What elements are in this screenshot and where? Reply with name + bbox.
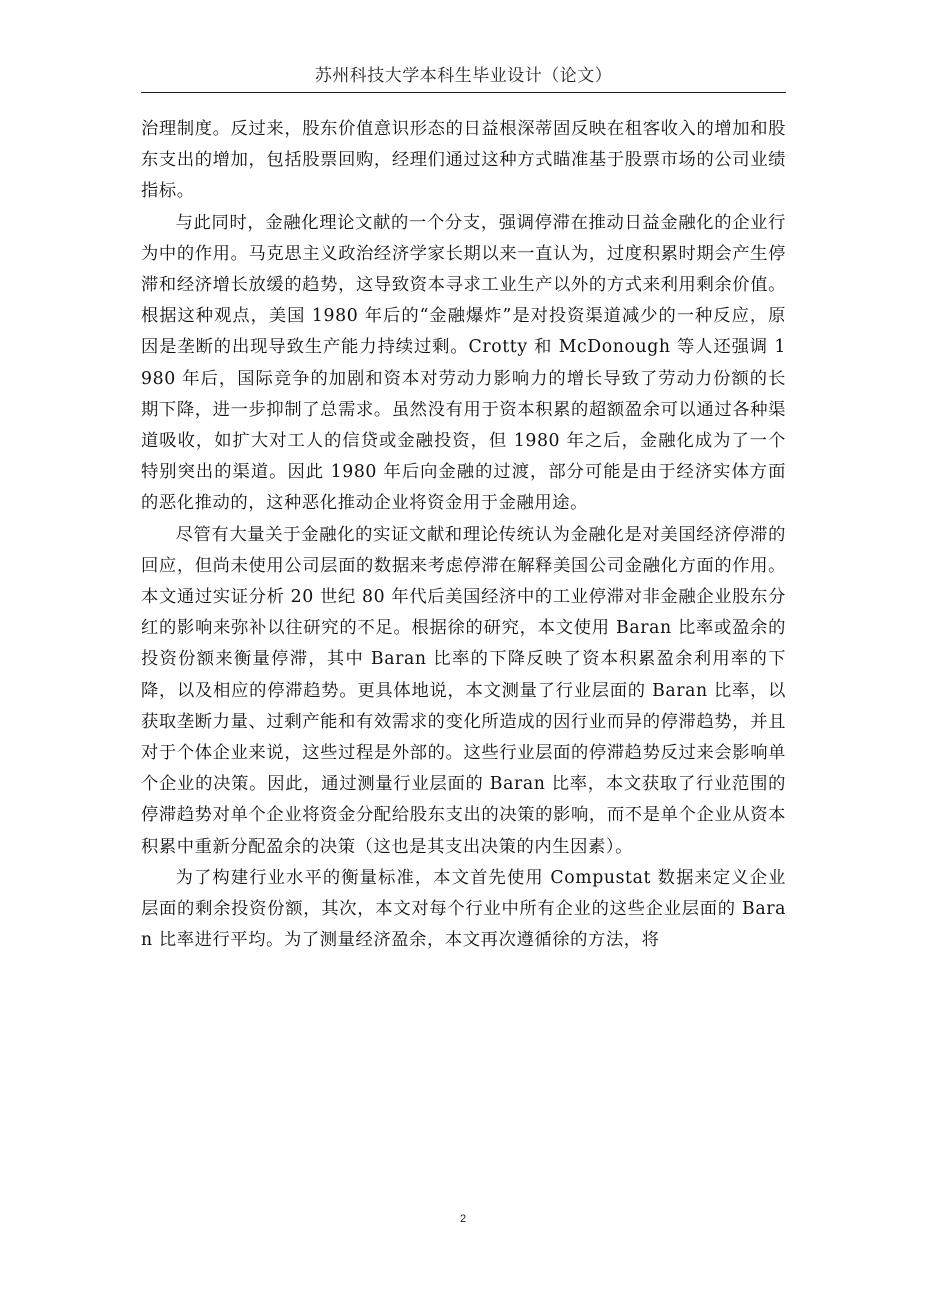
paragraph-research-gap: 尽管有大量关于金融化的实证文献和理论传统认为金融化是对美国经济停滞的回应，但尚未使用公司层面的数据来考虑停滞在解释美国公司金融化方面的作用。本文通过实证分析 20 世纪 80 年代后美国经济中的工业停滞对非金融企业股东分红的影响来弥补以往研究的不足。根据徐的研究，本文使用 Baran 比率或盈余的投资份额来衡量停滞，其中 Baran 比率的下降反映了资本积累盈余利用率的下降，以及相应的停滞趋势。更具体地说，本文测量了行业层面的 Baran 比率，以获取垄断力量、过剩产能和有效需求的变化所造成的因行业而异的停滞趋势，并且对于个体企业来说，这些过程是外部的。这些行业层面的停滞趋势反过来会影响单个企业的决策。因此，通过测量行业层面的 Baran 比率，本文获取了行业范围的停滞趋势对单个企业将资金分配给股东支出的决策的影响，而不是单个企业从资本积累中重新分配盈余的决策（这也是其支出决策的内生因素）。 xyxy=(141,524,786,857)
page-number: 2 xyxy=(459,1213,467,1225)
paragraph-measurement: 为了构建行业水平的衡量标准，本文首先使用 Compustat 数据来定义企业层面的剩余投资份额，其次，本文对每个行业中所有企业的这些企业层面的 Baran 比率进行平均。为了测量经济盈余，本文再次遵循徐的方法，将 xyxy=(141,867,786,951)
page-header: 苏州科技大学本科生毕业设计（论文） xyxy=(141,64,786,93)
paragraph-continuation: 治理制度。反过来，股东价值意识形态的日益根深蒂固反映在租客收入的增加和股东支出的增加，包括股票回购，经理们通过这种方式瞄准基于股票市场的公司业绩指标。 xyxy=(141,119,786,202)
paragraph-stagnation-theory: 与此同时，金融化理论文献的一个分支，强调停滞在推动日益金融化的企业行为中的作用。马克思主义政治经济学家长期以来一直认为，过度积累时期会产生停滞和经济增长放缓的趋势，这导致资本寻求工业生产以外的方式来利用剩余价值。根据这种观点，美国 1980 年后的“金融爆炸”是对投资渠道减少的一种反应，原因是垄断的出现导致生产能力持续过剩。Crotty 和 McDonough 等人还强调 1980 年后，国际竞争的加剧和资本对劳动力影响力的增长导致了劳动力份额的长期下降，进一步抑制了总需求。虽然没有用于资本积累的超额盈余可以通过各种渠道吸收，如扩大对工人的信贷或金融投资，但 1980 年之后，金融化成为了一个特别突出的渠道。因此 1980 年后向金融的过渡，部分可能是由于经济实体方面的恶化推动的，这种恶化推动企业将资金用于金融用途。 xyxy=(141,212,786,514)
body-text xyxy=(141,114,786,956)
